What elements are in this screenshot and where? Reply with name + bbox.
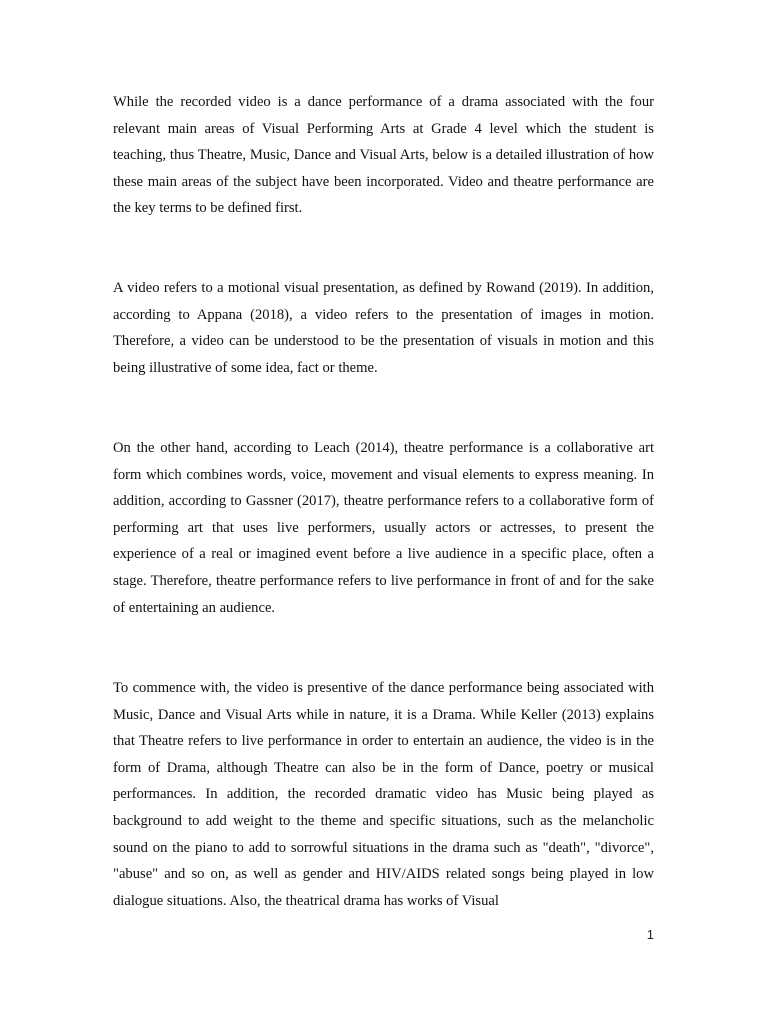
page-number: 1 xyxy=(646,927,654,942)
paragraph-analysis: To commence with, the video is presentive of the dance performance being associated with Music, Dance and Visual Arts while in nature, it is a Drama. While Keller (2013) explains that Theatre refers to live performance in order to entertain an audience, the video is in the form of Drama, although Theatre can also be in the form of Dance, poetry or musical performances. In addition, the recorded dramatic video has Music being played as background to add weight to the theme and specific situations, such as the melancholic sound on the piano to add to sorrowful situations in the drama such as "death", "divorce", "abuse" and so on, as well as gender and HIV/AIDS related songs being played in low dialogue situations. Also, the theatrical drama has works of Visual xyxy=(113,680,654,909)
paragraph-video-definition: A video refers to a motional visual presentation, as defined by Rowand (2019). In addition, according to Appana (2018), a video refers to the presentation of images in motion. Therefore, a video can be understood to be the presentation of visuals in motion and this being illustrative of some idea, fact or theme. xyxy=(113,280,654,376)
paragraph-intro: While the recorded video is a dance performance of a drama associated with the four relevant main areas of Visual Performing Arts at Grade 4 level which the student is teaching, thus Theatre, Music, Dance and Visual Arts, below is a detailed illustration of how these main areas of the subject have been incorporated. Video and theatre performance are the key terms to be defined first. xyxy=(113,94,654,217)
paragraph-theatre-definition: On the other hand, according to Leach (2014), theatre performance is a collaborative art form which combines words, voice, movement and visual elements to express meaning. In addition, according to Gassner (2017), theatre performance refers to a collaborative form of performing art that uses live performers, usually actors or actresses, to present the experience of a real or imagined event before a live audience in a specific place, often a stage. Therefore, theatre performance refers to live performance in front of and for the sake of entertaining an audience. xyxy=(113,440,654,616)
